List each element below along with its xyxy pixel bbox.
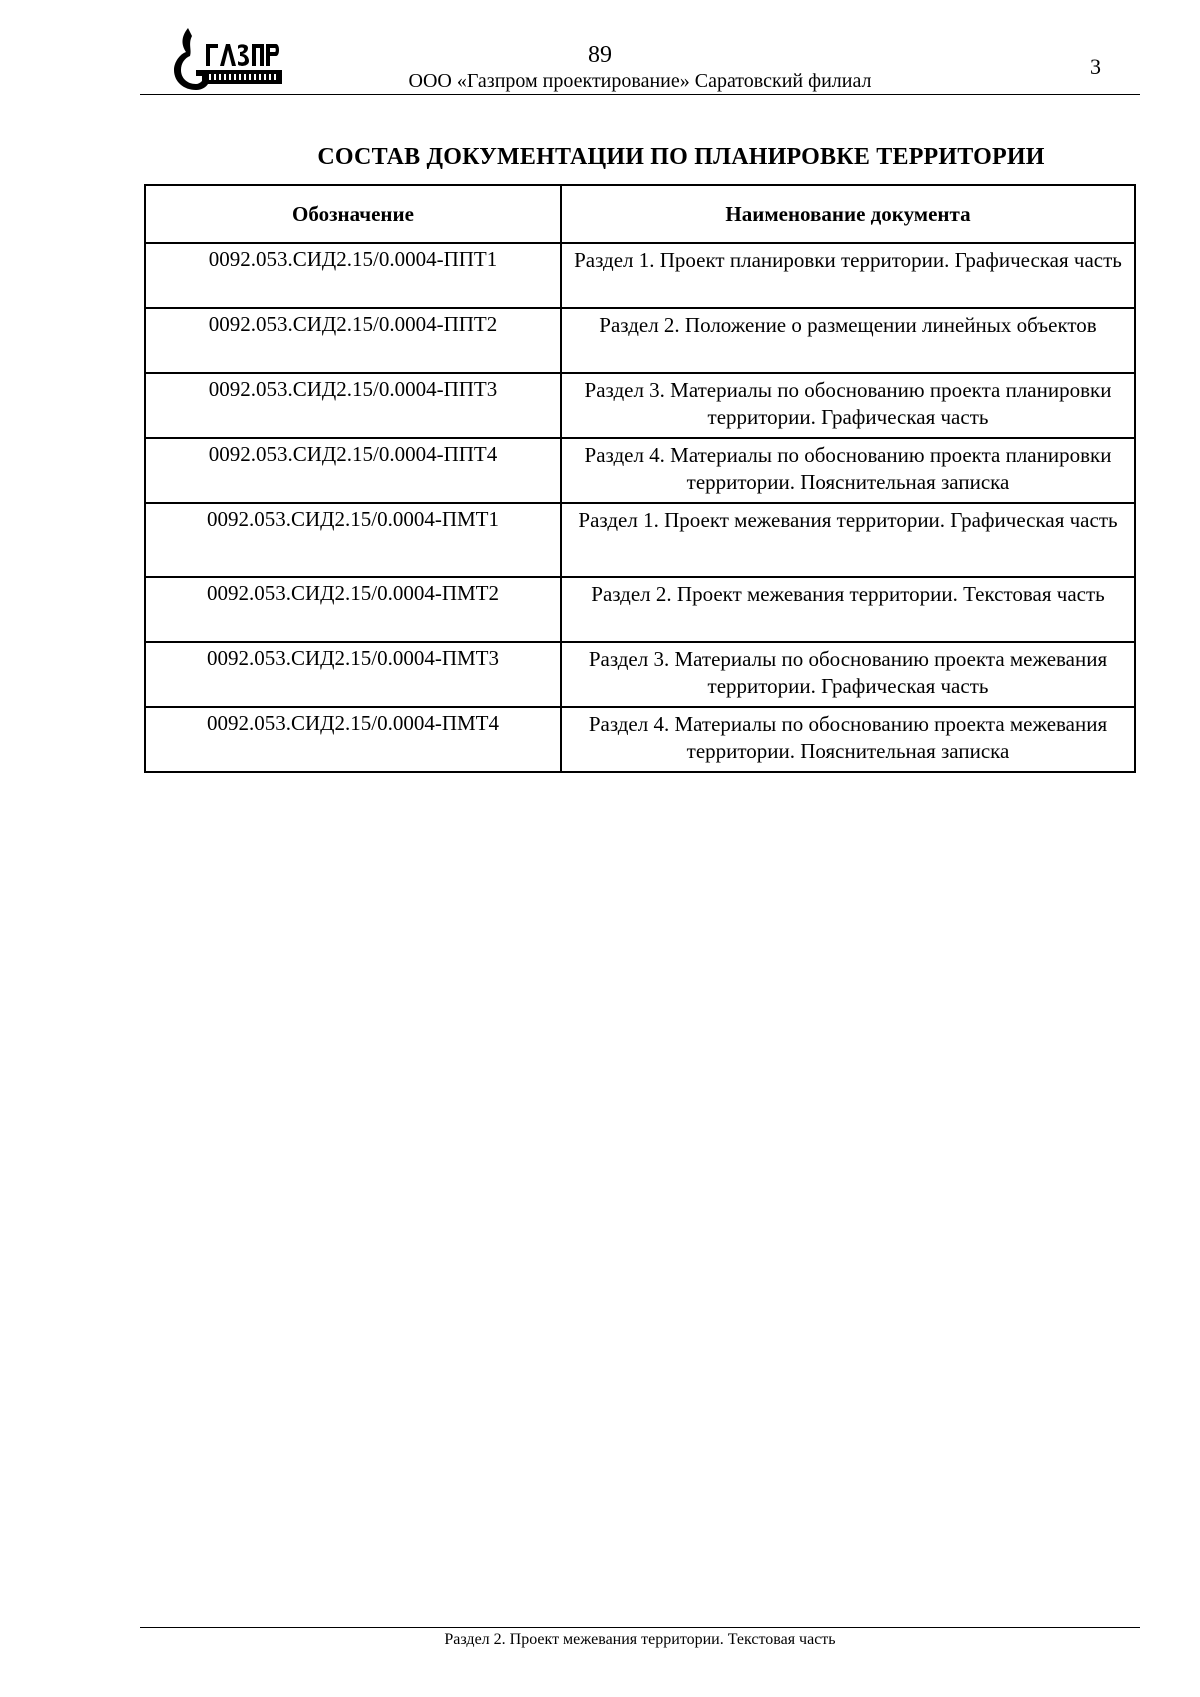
designation-cell: 0092.053.СИД2.15/0.0004-ПМТ1 [145,503,561,577]
document-name-cell: Раздел 3. Материалы по обоснованию проекта межевания территории. Графическая часть [561,642,1135,707]
document-name-cell: Раздел 4. Материалы по обоснованию проекта планировки территории. Пояснительная записка [561,438,1135,503]
documentation-table [144,184,1136,773]
document-name-cell: Раздел 1. Проект межевания территории. Графическая часть [561,503,1135,577]
footer-divider [140,1627,1140,1628]
designation-cell: 0092.053.СИД2.15/0.0004-ПМТ3 [145,642,561,707]
designation-cell: 0092.053.СИД2.15/0.0004-ПМТ4 [145,707,561,772]
organization-name: ООО «Газпром проектирование» Саратовский филиал [408,70,872,92]
page-header [0,0,1200,100]
table-row [145,707,1135,772]
table-header-row [145,185,1135,243]
document-name-cell: Раздел 3. Материалы по обоснованию проекта планировки территории. Графическая часть [561,373,1135,438]
document-title: СОСТАВ ДОКУМЕНТАЦИИ ПО ПЛАНИРОВКЕ ТЕРРИТОРИИ [317,144,1045,170]
table-row [145,308,1135,373]
table-row [145,438,1135,503]
document-name-cell: Раздел 1. Проект планировки территории. Графическая часть [561,243,1135,308]
designation-cell: 0092.053.СИД2.15/0.0004-ППТ4 [145,438,561,503]
document-name-cell: Раздел 2. Проект межевания территории. Текстовая часть [561,577,1135,642]
table-row [145,642,1135,707]
table-row [145,577,1135,642]
header-divider [140,94,1140,95]
column-header-designation: Обозначение [145,185,561,243]
footer-text: Раздел 2. Проект межевания территории. Текстовая часть [444,1631,836,1648]
page-number-right: 3 [1090,54,1101,79]
designation-cell: 0092.053.СИД2.15/0.0004-ПМТ2 [145,577,561,642]
table-row [145,373,1135,438]
designation-cell: 0092.053.СИД2.15/0.0004-ППТ2 [145,308,561,373]
table-row [145,503,1135,577]
table-row [145,243,1135,308]
designation-cell: 0092.053.СИД2.15/0.0004-ППТ1 [145,243,561,308]
designation-cell: 0092.053.СИД2.15/0.0004-ППТ3 [145,373,561,438]
column-header-document-name: Наименование документа [561,185,1135,243]
document-name-cell: Раздел 4. Материалы по обоснованию проекта межевания территории. Пояснительная записка [561,707,1135,772]
page-number-top: 89 [588,42,612,68]
document-name-cell: Раздел 2. Положение о размещении линейных объектов [561,308,1135,373]
